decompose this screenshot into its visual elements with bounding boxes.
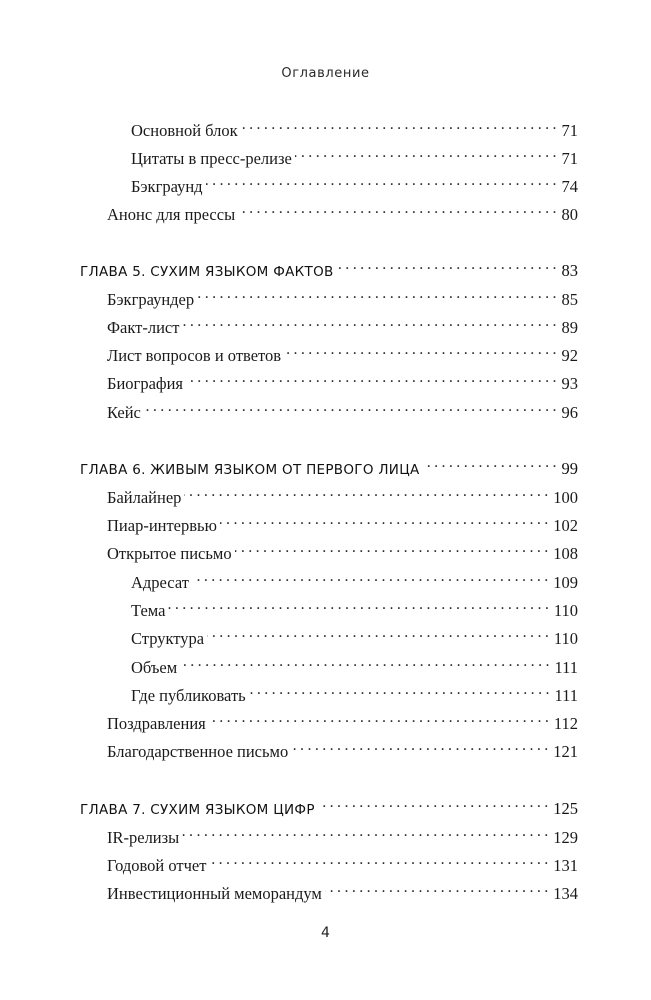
toc-entry-label: Структура <box>131 629 205 648</box>
toc-entry-page: 102 <box>553 516 578 535</box>
toc-entry-page: 92 <box>561 346 578 365</box>
toc-chapter-label: ГЛАВА 6. ЖИВЫМ ЯЗЫКОМ ОТ ПЕРВОГО ЛИЦА <box>80 462 420 478</box>
toc-entry-page: 71 <box>561 149 578 168</box>
toc-entry-label: Основной блок <box>131 121 238 140</box>
toc-entry-page: 80 <box>561 205 578 224</box>
dot-leader <box>337 254 557 276</box>
toc-chapter-heading[interactable] <box>80 452 578 478</box>
toc-chapter-heading[interactable] <box>80 792 578 818</box>
dot-leader <box>423 452 557 474</box>
toc-entry[interactable] <box>131 114 578 140</box>
toc-entry-label: IR-релизы <box>107 828 180 847</box>
toc-entry-page: 85 <box>561 290 578 309</box>
dot-leader <box>182 311 556 333</box>
toc-entry-label: Открытое письмо <box>107 544 232 563</box>
toc-entry-page: 71 <box>561 121 578 140</box>
toc-entry-label: Анонс для прессы <box>107 205 236 224</box>
dot-leader <box>295 142 557 164</box>
toc-entry-page: 89 <box>561 318 578 337</box>
toc-entry[interactable] <box>131 170 578 196</box>
dot-leader <box>180 651 549 673</box>
toc-entry-page: 93 <box>561 374 578 393</box>
toc-entry-page: 109 <box>553 573 578 592</box>
toc-entry-page: 74 <box>561 177 578 196</box>
toc-entry-label: Поздравления <box>107 714 206 733</box>
running-head: Оглавление <box>281 66 370 81</box>
toc-entry-page: 125 <box>553 799 578 818</box>
toc-entry[interactable] <box>131 566 578 592</box>
toc-entry-page: 108 <box>553 544 578 563</box>
dot-leader <box>182 821 548 843</box>
toc-entry[interactable] <box>107 396 578 422</box>
dot-leader <box>186 367 556 389</box>
toc-entry-page: 134 <box>553 884 578 903</box>
dot-leader <box>249 679 550 701</box>
toc-entry-page: 111 <box>554 658 578 677</box>
toc-entry-label: Факт-лист <box>107 318 180 337</box>
dot-leader <box>238 198 556 220</box>
toc-entry-label: Благодарственное письмо <box>107 742 289 761</box>
toc-entry-label: Байлайнер <box>107 488 182 507</box>
toc-entry-page: 129 <box>553 828 578 847</box>
toc-entry-label: Кейс <box>107 403 141 422</box>
dot-leader <box>197 283 556 305</box>
toc-entry[interactable] <box>107 283 578 309</box>
page-number: 4 <box>321 925 330 941</box>
toc-entry[interactable] <box>107 877 578 903</box>
toc-entry-page: 110 <box>553 601 578 620</box>
toc-entry[interactable] <box>131 594 578 620</box>
dot-leader <box>325 877 548 899</box>
dot-leader <box>192 566 548 588</box>
toc-entry[interactable] <box>107 339 578 365</box>
dot-leader <box>241 114 557 136</box>
toc-entry[interactable] <box>131 679 578 705</box>
toc-entry-label: Биография <box>107 374 184 393</box>
toc-entry-label: Пиар-интервью <box>107 516 217 535</box>
toc-entry-label: Тема <box>131 601 166 620</box>
toc-chapter-label: ГЛАВА 5. СУХИМ ЯЗЫКОМ ФАКТОВ <box>80 264 334 280</box>
toc-entry[interactable] <box>107 707 578 733</box>
dot-leader <box>207 622 549 644</box>
toc-chapter-label: ГЛАВА 7. СУХИМ ЯЗЫКОМ ЦИФР <box>80 802 315 818</box>
toc-entry-page: 96 <box>561 403 578 422</box>
toc-entry-page: 83 <box>561 261 578 280</box>
dot-leader <box>220 509 548 531</box>
toc-entry[interactable] <box>131 142 578 168</box>
toc-entry-label: Где публиковать <box>131 686 246 705</box>
toc-entry-label: Бэкграундер <box>107 290 195 309</box>
toc-entry-page: 99 <box>561 459 578 478</box>
toc-entry[interactable] <box>107 821 578 847</box>
toc-entry-label: Объем <box>131 658 178 677</box>
toc-entry-page: 111 <box>554 686 578 705</box>
toc-entry[interactable] <box>107 537 578 563</box>
dot-leader <box>291 735 548 757</box>
toc-entry[interactable] <box>107 198 578 224</box>
toc-entry-label: Бэкграунд <box>131 177 203 196</box>
toc-entry-page: 112 <box>553 714 578 733</box>
dot-leader <box>209 707 549 729</box>
toc-entry-page: 100 <box>553 488 578 507</box>
toc-entry-page: 110 <box>553 629 578 648</box>
toc-entry[interactable] <box>107 849 578 875</box>
dot-leader <box>206 170 557 192</box>
toc-chapter-heading[interactable] <box>80 254 578 280</box>
toc-entry-label: Адресат <box>131 573 189 592</box>
dot-leader <box>284 339 556 361</box>
toc-entry[interactable] <box>107 735 578 761</box>
toc-entry[interactable] <box>107 481 578 507</box>
toc-entry[interactable] <box>131 622 578 648</box>
toc-entry-page: 121 <box>553 742 578 761</box>
dot-leader <box>209 849 548 871</box>
toc-entry[interactable] <box>107 367 578 393</box>
toc-entry[interactable] <box>107 311 578 337</box>
toc-entry-label: Годовой отчет <box>107 856 207 875</box>
toc-entry-label: Цитаты в пресс-релизе <box>131 149 292 168</box>
dot-leader <box>318 792 548 814</box>
dot-leader <box>184 481 548 503</box>
toc-entry-label: Лист вопросов и ответов <box>107 346 282 365</box>
toc-entry[interactable] <box>131 651 578 677</box>
toc-entry-page: 131 <box>553 856 578 875</box>
dot-leader <box>144 396 557 418</box>
toc-entry-label: Инвестиционный меморандум <box>107 884 322 903</box>
toc-entry[interactable] <box>107 509 578 535</box>
dot-leader <box>168 594 548 616</box>
dot-leader <box>235 537 549 559</box>
